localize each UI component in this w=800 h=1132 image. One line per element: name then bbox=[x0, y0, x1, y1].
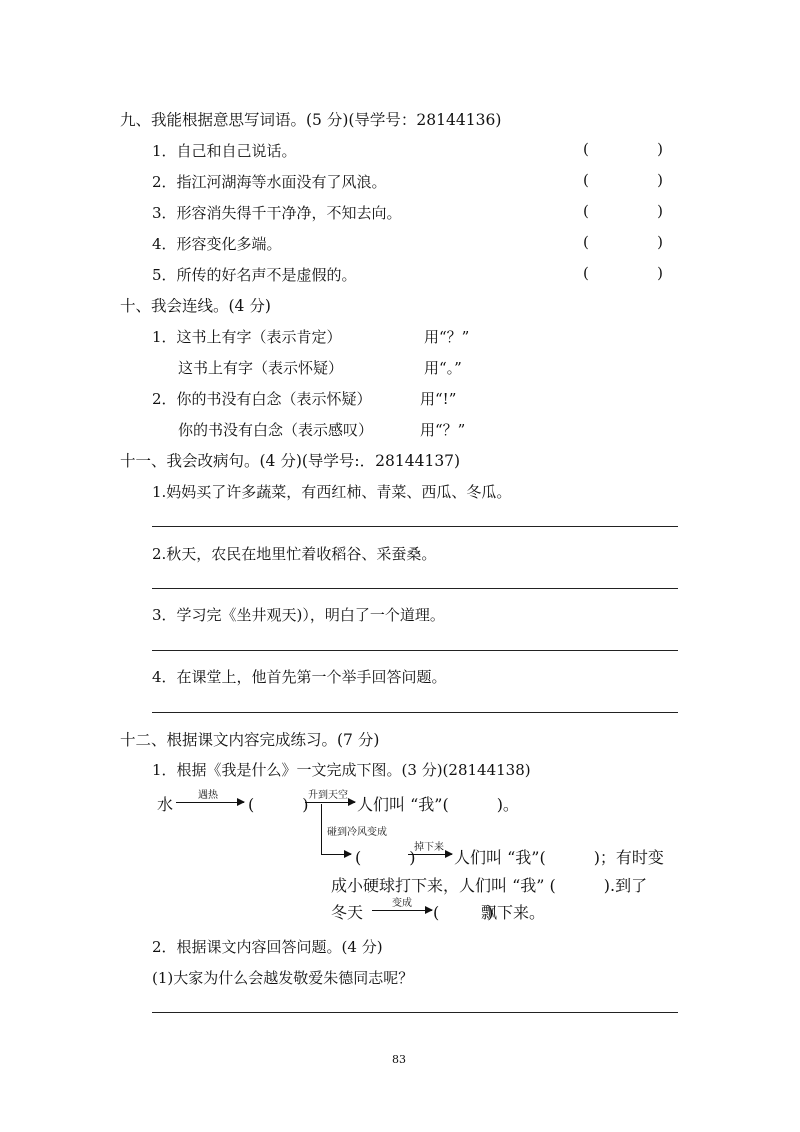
sec9-item-5: 5．所传的好名声不是虚假的。 bbox=[152, 266, 357, 284]
diagram-people-call-1: 人们叫 “我”( )。 bbox=[357, 795, 519, 814]
answer-line-1[interactable] bbox=[152, 526, 678, 527]
sec12-question-2-1: (1)大家为什么会越发敬爱朱德同志呢？ bbox=[152, 969, 414, 987]
diagram-water: 水 bbox=[157, 795, 174, 814]
match-left-1[interactable]: 1．这书上有字（表示肯定） bbox=[152, 328, 342, 346]
answer-blank-5[interactable]: ( ) bbox=[583, 264, 663, 282]
match-right-4[interactable]: 用“？” bbox=[420, 421, 466, 439]
diagram-blank-3[interactable]: ( ) bbox=[433, 903, 494, 922]
diagram-blank-1[interactable]: ( ) bbox=[248, 795, 309, 814]
diagram-float-down: 飘下来。 bbox=[481, 903, 546, 922]
section-10-title: 十、我会连线。(4 分) bbox=[120, 297, 271, 315]
sec12-question-2: 2．根据课文内容回答问题。(4 分) bbox=[152, 938, 383, 956]
answer-blank-1[interactable]: ( ) bbox=[583, 140, 663, 158]
diagram-label-meet-heat: 遇热 bbox=[198, 790, 218, 801]
sec9-item-2: 2．指江河湖海等水面没有了风浪。 bbox=[152, 173, 387, 191]
match-left-3[interactable]: 2．你的书没有白念（表示怀疑） bbox=[152, 390, 372, 408]
match-left-2[interactable]: 这书上有字（表示怀疑） bbox=[178, 359, 344, 377]
sec9-item-4: 4．形容变化多端。 bbox=[152, 235, 282, 253]
match-left-4[interactable]: 你的书没有白念（表示感叹） bbox=[178, 421, 374, 439]
diagram-label-rise-sky: 升到天空 bbox=[308, 790, 348, 801]
section-12-title: 十二、根据课文内容完成练习。(7 分) bbox=[120, 731, 380, 749]
match-right-2[interactable]: 用“。” bbox=[424, 359, 462, 377]
match-right-1[interactable]: 用“？” bbox=[424, 328, 470, 346]
answer-blank-3[interactable]: ( ) bbox=[583, 202, 663, 220]
answer-blank-4[interactable]: ( ) bbox=[583, 233, 663, 251]
page-number: 83 bbox=[392, 1053, 406, 1066]
branch-line bbox=[321, 804, 322, 854]
sec9-item-1: 1．自己和自己说话。 bbox=[152, 142, 297, 160]
answer-line-3[interactable] bbox=[152, 650, 678, 651]
arrow-right-icon bbox=[176, 802, 244, 803]
diagram-label-meet-cold: 碰到冷风变成 bbox=[327, 827, 387, 838]
diagram-people-call-2: 人们叫 “我”( )；有时变 bbox=[454, 848, 664, 867]
sec11-item-1: 1.妈妈买了许多蔬菜，有西红柿、青菜、西瓜、冬瓜。 bbox=[152, 483, 512, 501]
sec11-item-3: 3．学习完《坐井观天)），明白了一个道理。 bbox=[152, 606, 445, 624]
match-right-3[interactable]: 用“!” bbox=[420, 390, 457, 408]
section-11-title: 十一、我会改病句。(4 分)(导学号:．28144137) bbox=[120, 452, 461, 470]
sec11-item-4: 4．在课堂上，他首先第一个举手回答问题。 bbox=[152, 668, 447, 686]
arrow-right-icon bbox=[372, 910, 432, 911]
diagram-label-become: 变成 bbox=[392, 898, 412, 909]
arrow-right-icon bbox=[321, 854, 351, 855]
diagram-winter: 冬天 bbox=[331, 903, 364, 922]
answer-blank-2[interactable]: ( ) bbox=[583, 171, 663, 189]
answer-line-5[interactable] bbox=[152, 1012, 678, 1013]
sec12-question-1: 1．根据《我是什么》一文完成下图。(3 分)(28144138) bbox=[152, 761, 531, 779]
section-9-title: 九、我能根据意思写词语。(5 分)(导学号：28144136) bbox=[120, 111, 502, 129]
arrow-right-icon bbox=[305, 802, 355, 803]
sec11-item-2: 2.秋天，农民在地里忙着收稻谷、采蚕桑。 bbox=[152, 545, 437, 563]
diagram-blank-2[interactable]: ( ) bbox=[355, 848, 416, 867]
answer-line-2[interactable] bbox=[152, 588, 678, 589]
arrow-right-icon bbox=[408, 854, 452, 855]
diagram-label-fall-down: 掉下来 bbox=[414, 842, 444, 853]
sec9-item-3: 3．形容消失得千干净净，不知去向。 bbox=[152, 204, 402, 222]
diagram-line-2: 成小硬球打下来，人们叫 “我” ( ).到了 bbox=[331, 876, 648, 895]
answer-line-4[interactable] bbox=[152, 712, 678, 713]
